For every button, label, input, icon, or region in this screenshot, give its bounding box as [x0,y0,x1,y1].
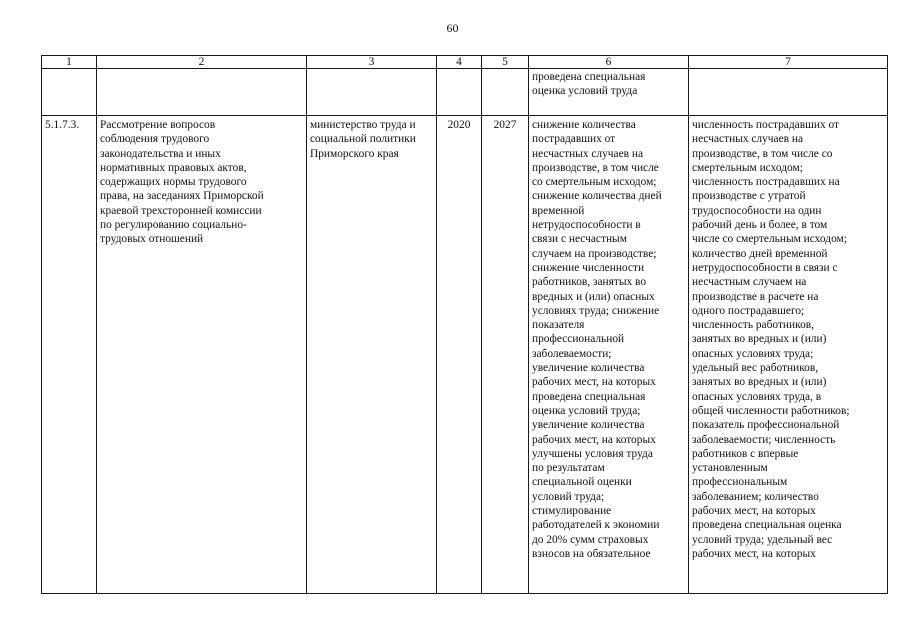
cell-number: 5.1.7.3. [42,116,97,594]
column-number: 7 [689,56,888,69]
cell-expected-result: снижение количества пострадавших от несчастных случаев на производстве, в том числе со смертельным исходом; снижение количества дней временной нетрудоспособности в связи с несчастным случаем на производстве; снижение численности работников, занятых во вредных и (или) опасных условиях труда; снижение показателя профессиональной заболеваемости; увеличение количества рабочих мест, на которых проведена специальная оценка условий труда; увеличение количества рабочих мест, на которых улучшены условия труда по результатам специальной оценки условий труда; стимулирование работодателей к экономии до 20% сумм страховых взносов на обязательное [529,116,689,594]
column-number: 2 [97,56,307,69]
program-measures-table [41,55,888,594]
cell-indicators: численность пострадавших от несчастных случаев на производстве, в том числе со смертельным исходом; численность пострадавших на производстве с утратой трудоспособности на один рабочий день и более, в том числе со смертельным исходом; количество дней временной нетрудоспособности в связи с несчастным случаем на производстве в расчете на одного пострадавшего; численность работников, занятых во вредных и (или) опасных условиях труда; удельный вес работников, занятых во вредных и (или) опасных условиях труда, в общей численности работников; показатель профессиональной заболеваемости; численность работников с впервые установленным профессиональным заболеванием; количество рабочих мест, на которых проведена специальная оценка условий труда; удельный вес рабочих мест, на которых [689,116,888,594]
column-number: 6 [529,56,689,69]
column-number-row [42,56,888,69]
column-number: 5 [482,56,529,69]
cell-end-year [482,69,529,116]
cell-start-year: 2020 [437,116,482,594]
cell-number [42,69,97,116]
cell-start-year [437,69,482,116]
column-number: 1 [42,56,97,69]
column-number: 3 [307,56,437,69]
page-number: 60 [446,21,459,35]
cell-activity [97,69,307,116]
cell-executor [307,69,437,116]
table-row [42,116,888,594]
cell-expected-result: проведена специальная оценка условий труда [529,69,689,116]
cell-executor: министерство труда и социальной политики Приморского края [307,116,437,594]
cell-indicators [689,69,888,116]
cell-activity: Рассмотрение вопросов соблюдения трудового законодательства и иных нормативных правовых актов, содержащих нормы трудового права, на заседаниях Приморской краевой трехсторонней комиссии по регулированию социально- трудовых отношений [97,116,307,594]
continuation-row [42,69,888,116]
column-number: 4 [437,56,482,69]
cell-end-year: 2027 [482,116,529,594]
